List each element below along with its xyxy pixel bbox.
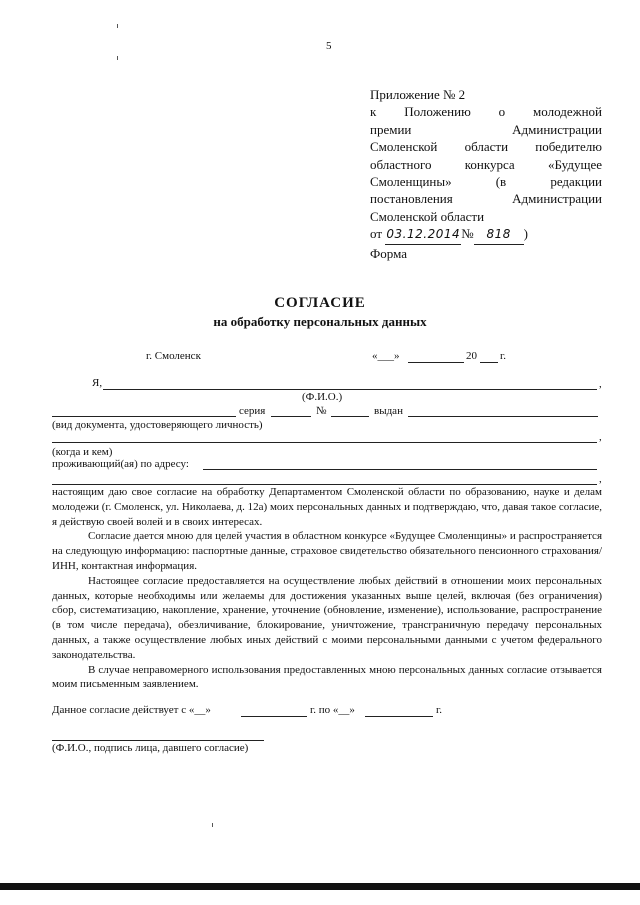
signature-line[interactable] xyxy=(52,740,264,741)
date-day: «___» xyxy=(372,350,400,362)
when-caption: (когда и кем) xyxy=(52,446,113,458)
paragraph-1: настоящим даю свое согласие на обработку Департаментом Смоленской области по образованию, науке и делам молодежи (г. Смоленск, ул. Николаева, д. 12а) моих персональных данных и подтверждаю, что, давая такое согласие, я действую своей волей и в своих интересах. xyxy=(52,486,602,528)
form-label: Форма xyxy=(370,245,407,261)
appendix-line: областного конкурса «Будущее xyxy=(370,156,602,172)
close-paren: ) xyxy=(523,226,529,242)
number-sign: № xyxy=(461,226,474,242)
validity-prefix: Данное согласие действует с «__» xyxy=(52,704,211,716)
address-line[interactable] xyxy=(203,469,597,470)
issued-line[interactable] xyxy=(408,416,598,417)
number-line[interactable] xyxy=(331,416,369,417)
handwritten-date: 03.12.2014 xyxy=(386,227,461,242)
series-line[interactable] xyxy=(271,416,311,417)
title-sub: на обработку персональных данных xyxy=(213,314,427,329)
paragraph-2: Согласие дается мною для целей участия в областном конкурсе «Будущее Смоленщины» и распространяется на следующую информацию: паспортные данные, страховое свидетельство обязательного пенсионного страхования/ИНН, контактная информация. xyxy=(52,530,602,572)
fio-line[interactable] xyxy=(103,389,597,390)
when-line[interactable] xyxy=(52,442,597,443)
paragraph-3: Настоящее согласие предоставляется на осуществление любых действий в отношении моих персональных данных, которые необходимы или желаемы для достижения указанных выше целей, включая (без ограничения) сбор, систематизацию, накопление, хранение, уточнение (обновление, изменение), использование, распространение (в том числе передача), обезличивание, блокирование, уничтожение, трансграничную передачу персональных данных, а также осуществление любых иных действий с моими персональными данными с учетом федерального законодательства. xyxy=(52,574,602,661)
appendix-line: премии Администрации xyxy=(370,121,602,137)
signature-caption: (Ф.И.О., подпись лица, давшего согласие) xyxy=(52,742,249,754)
appendix-line: Смоленщины» (в редакции xyxy=(370,174,602,190)
scan-speck xyxy=(117,24,118,28)
appendix-block xyxy=(370,86,602,262)
from-prefix: от xyxy=(370,226,383,242)
scan-speck xyxy=(212,823,213,827)
title-main: СОГЛАСИЕ xyxy=(274,295,366,311)
doc-type-line[interactable] xyxy=(52,416,236,417)
number-label: № xyxy=(316,405,327,417)
series-label: серия xyxy=(239,405,266,417)
validity-suffix: г. xyxy=(436,704,443,716)
handwritten-number: 818 xyxy=(486,227,511,242)
appendix-line: к Положению о молодежной xyxy=(370,104,602,120)
document-title xyxy=(0,295,640,330)
fio-caption: (Ф.И.О.) xyxy=(302,391,343,403)
appendix-line: Смоленской области победителю xyxy=(370,139,602,155)
scan-speck xyxy=(117,56,118,60)
validity-mid: г. по «__» xyxy=(310,704,355,716)
appendix-line: Смоленской области xyxy=(370,208,485,224)
address-label: проживающий(ая) по адресу: xyxy=(52,458,189,470)
paragraph-4: В случае неправомерного использования предоставленных мною персональных данных согласие отзывается моим письменным заявлением. xyxy=(52,663,602,691)
date-month-line[interactable] xyxy=(408,362,464,363)
appendix-heading: Приложение № 2 xyxy=(370,87,466,102)
appendix-from-line xyxy=(370,225,602,244)
validity-from-line[interactable] xyxy=(241,716,307,717)
city-label: г. Смоленск xyxy=(146,350,201,362)
validity-to-line[interactable] xyxy=(365,716,433,717)
doc-caption: (вид документа, удостоверяющего личность) xyxy=(52,419,263,431)
date-year-prefix: 20 xyxy=(466,350,477,362)
i-label: Я, xyxy=(92,377,103,389)
issued-label: выдан xyxy=(374,405,403,417)
date-year-line[interactable] xyxy=(480,362,498,363)
scan-border-bottom xyxy=(0,883,640,890)
appendix-line: постановления Администрации xyxy=(370,191,602,207)
page-number: 5 xyxy=(326,40,332,52)
date-year-suffix: г. xyxy=(500,350,507,362)
consent-body xyxy=(52,485,602,692)
